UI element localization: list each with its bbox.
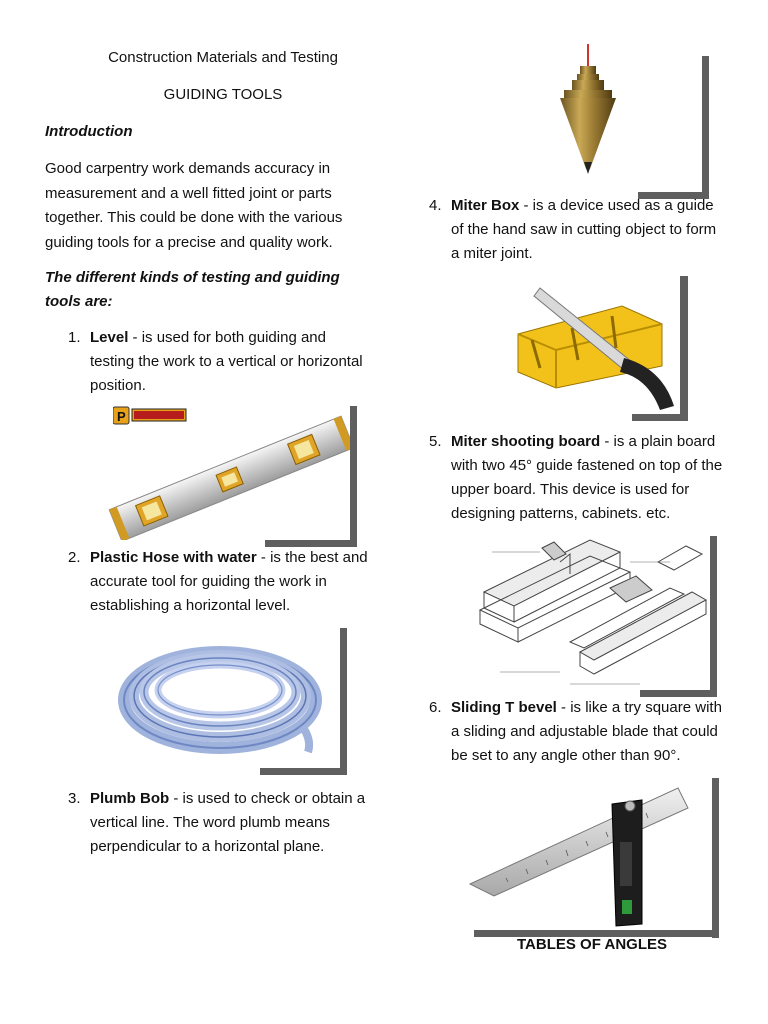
item-term: Plumb Bob — [90, 790, 170, 807]
image-shadow — [702, 56, 709, 199]
document-title: Construction Materials and Testing — [108, 49, 338, 66]
item-text — [451, 430, 727, 526]
item-number: 6. — [429, 699, 442, 716]
item-text — [90, 546, 368, 618]
item-description: - is used for both guiding and testing the work to a vertical or horizontal position. — [90, 329, 363, 394]
item-number: 4. — [429, 197, 442, 214]
item-description: - is the best and accurate tool for guiding the work in establishing a horizontal level. — [90, 549, 368, 614]
hose-coil-illustration — [112, 628, 340, 768]
image-shadow — [260, 768, 347, 775]
t-bevel-illustration — [466, 778, 712, 930]
list-heading: The different kinds of testing and guiding tools are: — [45, 269, 340, 310]
item-number: 1. — [68, 329, 81, 346]
image-shadow — [712, 778, 719, 938]
list-item-miter-box — [429, 194, 729, 266]
spirit-level-illustration — [105, 400, 350, 540]
section-title: GUIDING TOOLS — [163, 86, 283, 103]
miter-box-illustration — [512, 276, 680, 414]
image-shadow — [680, 276, 688, 421]
intro-paragraph: Good carpentry work demands accuracy in measurement and a well fitted joint or parts together. This could be done with the various guiding tools for a precise and quality work. — [45, 160, 343, 251]
list-item-level — [68, 326, 368, 398]
item-term: Miter Box — [451, 197, 520, 214]
image-shadow — [350, 406, 357, 547]
item-text — [451, 194, 727, 266]
item-text — [90, 326, 368, 398]
miter-box-image — [512, 276, 680, 414]
image-shadow — [710, 536, 717, 697]
shooting-board-diagram — [470, 532, 710, 690]
item-term: Miter shooting board — [451, 433, 601, 450]
image-shadow — [340, 628, 347, 775]
shooting-board-illustration — [470, 532, 710, 690]
item-term: Sliding T bevel — [451, 699, 557, 716]
list-item-plumb-bob — [68, 787, 368, 859]
item-description: - is like a try square with a sliding and adjustable blade that could be set to any angle other than 90°. — [451, 699, 722, 764]
item-number: 5. — [429, 433, 442, 450]
item-number: 3. — [68, 790, 81, 807]
tables-of-angles-label: TABLES OF ANGLES — [517, 936, 667, 953]
list-item-plastic-hose — [68, 546, 368, 618]
list-item-sliding-t-bevel — [429, 696, 729, 768]
item-term: Level — [90, 329, 129, 346]
item-description: - is a device used as a guide of the hand saw in cutting object to form a miter joint. — [451, 197, 717, 262]
item-term: Plastic Hose with water — [90, 549, 257, 566]
image-shadow — [632, 414, 688, 421]
intro-heading: Introduction — [45, 123, 133, 140]
hose-image — [112, 628, 340, 768]
svg-text:P: P — [117, 409, 126, 424]
plumb-bob-image — [478, 44, 702, 192]
item-number: 2. — [68, 549, 81, 566]
item-description: - is used to check or obtain a vertical line. The word plumb means perpendicular to a horizontal plane. — [90, 790, 366, 855]
level-image — [105, 400, 350, 540]
t-bevel-image — [466, 778, 712, 930]
item-text — [90, 787, 368, 859]
plumb-bob-illustration — [478, 44, 702, 192]
item-description: - is a plain board with two 45° guide fastened on top of the upper board. This device is used for designing patterns, cabinets. etc. — [451, 433, 723, 522]
item-text — [451, 696, 727, 768]
list-item-miter-shooting-board — [429, 430, 729, 526]
